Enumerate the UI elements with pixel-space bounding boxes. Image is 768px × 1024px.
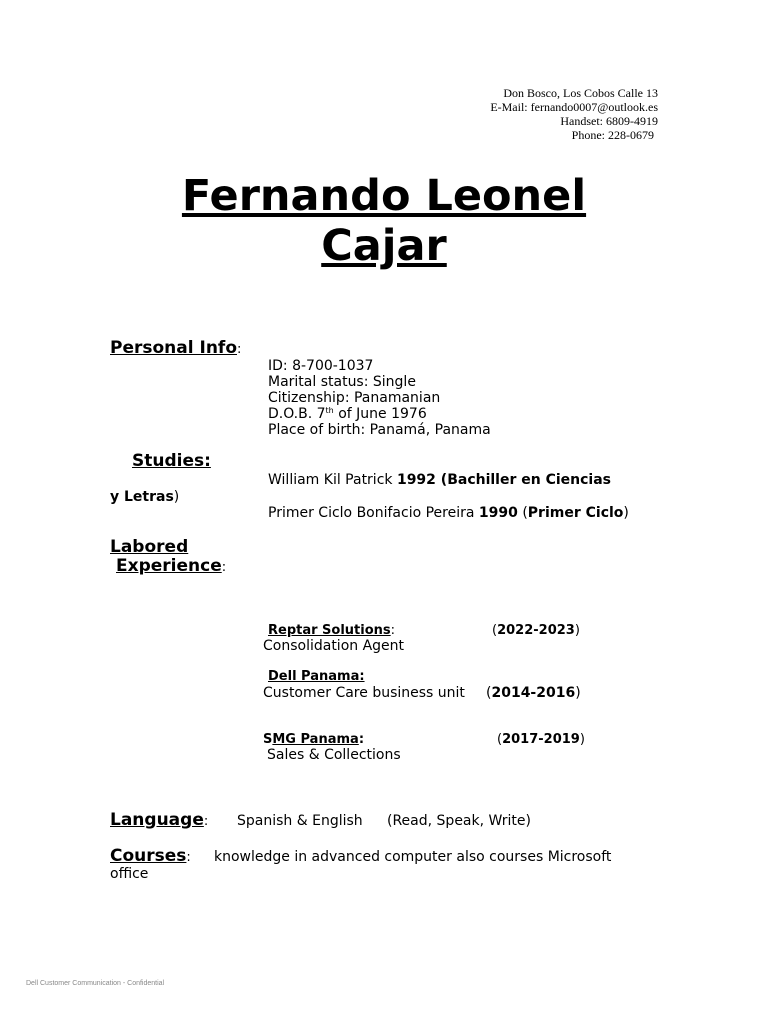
courses-value-line-2: office: [110, 866, 149, 882]
personal-marital: Marital status: Single: [268, 374, 416, 390]
personal-citizenship: Citizenship: Panamanian: [268, 390, 441, 406]
courses-heading: Courses: [110, 846, 187, 866]
personal-info-heading: Personal Info: [110, 338, 237, 358]
job-1-company-wrap: Reptar Solutions:: [268, 623, 396, 638]
name-line-1: Fernando Leonel: [181, 171, 587, 221]
job-1-years: (2022-2023): [492, 623, 580, 638]
job-3-company: MG Panama: [272, 732, 359, 747]
personal-info-colon: :: [237, 342, 242, 357]
language-detail: (Read, Speak, Write): [387, 813, 531, 829]
studies-heading: Studies:: [132, 451, 211, 471]
language-heading-wrap: Language:: [110, 810, 209, 830]
experience-heading-line-2-wrap: Experience:: [116, 556, 227, 576]
contact-phone: Phone: 228-0679: [571, 128, 654, 142]
courses-value-line-1: knowledge in advanced computer also courses Microsoft: [214, 849, 612, 865]
contact-block: [490, 86, 658, 142]
job-3-role: Sales & Collections: [267, 747, 401, 763]
personal-birthplace: Place of birth: Panamá, Panama: [268, 422, 491, 438]
experience-heading-line-1: Labored: [110, 537, 189, 557]
personal-info-heading-wrap: [110, 338, 241, 358]
contact-handset: Handset: 6809-4919: [560, 114, 658, 128]
courses-heading-wrap: Courses:: [110, 846, 191, 866]
language-heading: Language: [110, 810, 204, 830]
personal-dob: D.O.B. 7th of June 1976: [268, 406, 427, 422]
personal-id: ID: 8-700-1037: [268, 358, 374, 374]
job-3-years: (2017-2019): [497, 732, 585, 747]
job-2-company: Dell Panama:: [268, 669, 365, 684]
study-1-line-2: y Letras): [110, 489, 180, 505]
experience-heading-line-2: Experience: [116, 556, 222, 576]
contact-address: Don Bosco, Los Cobos Calle 13: [503, 86, 658, 100]
job-3-company-wrap: SMG Panama:: [263, 732, 365, 747]
job-1-role: Consolidation Agent: [263, 638, 405, 654]
job-2-role: Customer Care business unit: [263, 685, 465, 701]
personal-info-list: [268, 358, 491, 438]
study-2: Primer Ciclo Bonifacio Pereira 1990 (Primer Ciclo): [268, 505, 629, 521]
footer-confidential: Dell Customer Communication - Confidential: [26, 980, 165, 987]
contact-email: E-Mail: fernando0007@outlook.es: [490, 100, 658, 114]
language-value: Spanish & English: [237, 813, 363, 829]
job-2-years: (2014-2016): [486, 685, 581, 701]
name-line-2: Cajar: [321, 221, 447, 271]
job-1-company: Reptar Solutions: [268, 623, 391, 638]
study-1-line-1: William Kil Patrick 1992 (Bachiller en Ciencias: [268, 472, 611, 488]
